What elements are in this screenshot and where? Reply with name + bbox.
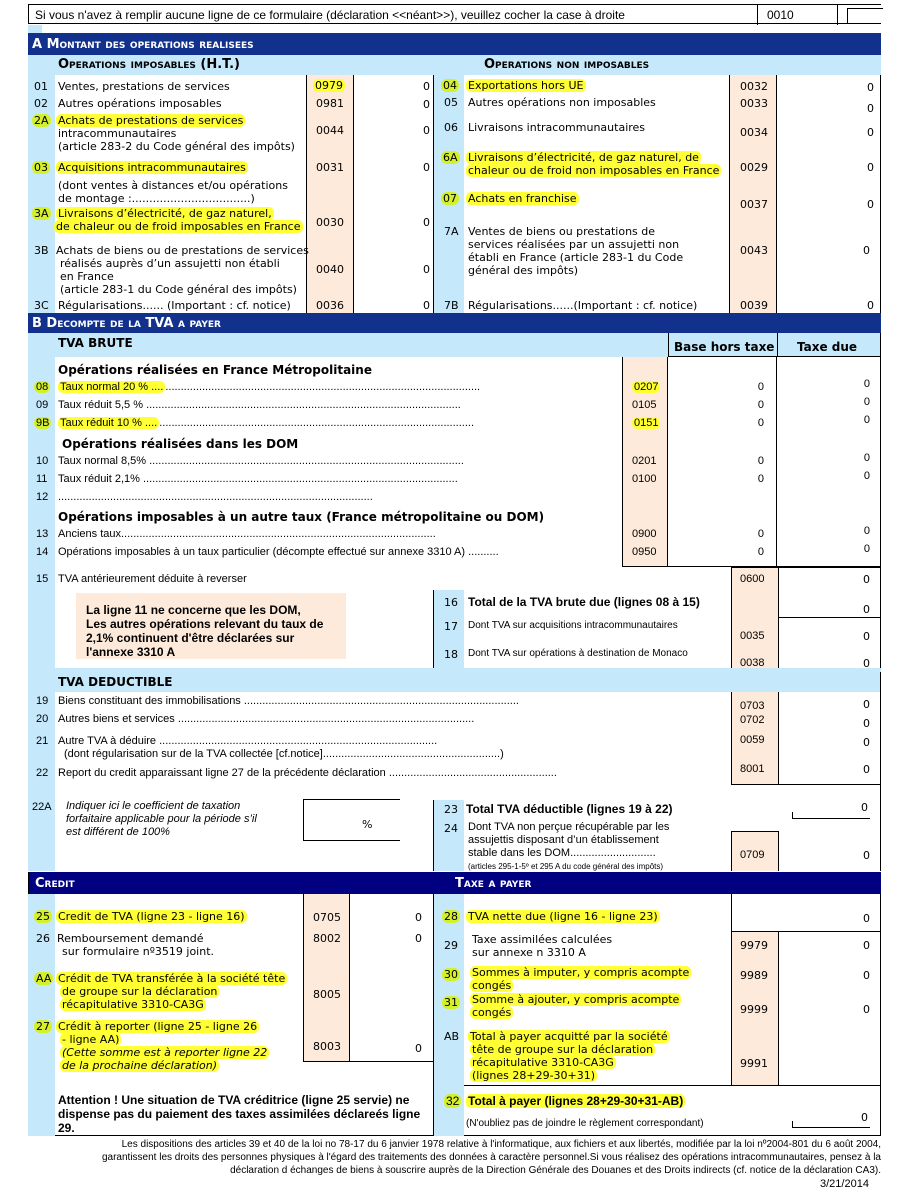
row-code: 0151 <box>634 417 659 429</box>
row-label: Taux réduit 10 % .... ....................................................................................................... <box>60 417 475 429</box>
label-22: Report du credit apparaissant ligne 27 de la précédente déclaration ....................................................... <box>58 767 557 779</box>
taxe-value[interactable]: 0 <box>863 378 870 390</box>
neant-checkbox[interactable] <box>847 8 883 24</box>
legal-footer: Les dispositions des articles 39 et 40 de la loi no 78-17 du 6 janvier 1978 relative à l'informatique, aux fichiers et aux libertés, modifiée par la loi nº2004-801 du 6 août 2004, garantissent les droits des personnes physiques à l'égard des traitements des données à caractère personnel.Si vous réalisez des opérations intracommunautaires, pensez à la déclaration d échanges de biens à souscrire auprès de la Direction Générale des Douanes et des Droits indirects (cf. notice de la déclaration CA3). <box>101 1139 881 1176</box>
row-22a-label: Indiquer ici le coefficient de taxation forfaitaire applicable pour la période s’il est différent de 100% <box>66 800 257 838</box>
section-b-title: B Decompte de la TVA a payer <box>32 316 221 331</box>
taxe-value[interactable]: 0 <box>863 414 870 426</box>
sub-dom: Opérations réalisées dans les DOM <box>62 437 299 451</box>
base-value[interactable]: 0 <box>757 455 764 467</box>
row-label: Taux normal 8,5% ....................................................................................................... <box>58 455 464 467</box>
row-num: 09 <box>36 399 49 411</box>
base-value[interactable]: 0 <box>757 528 764 540</box>
top-notice-text: Si vous n'avez à remplir aucune ligne de ce formulaire (déclaration <<néant>>), veuillez cocher la case à droite <box>35 8 625 22</box>
coefficient-input[interactable] <box>303 799 400 841</box>
row-code: 0100 <box>632 473 657 485</box>
attention-note: Attention ! Une situation de TVA créditrice (ligne 25 servie) ne dispense pas du paiement des taxes assimilées déclareés ligne 29. <box>58 1093 421 1135</box>
tva-deductible-header: TVA DEDUCTIBLE <box>28 672 881 692</box>
value-0979[interactable]: 0 <box>423 80 430 93</box>
taxe-value[interactable]: 0 <box>863 470 870 482</box>
sub-autre: Opérations imposables à un autre taux (France métropolitaine ou DOM) <box>58 510 545 524</box>
row-num: 11 <box>36 473 48 485</box>
taxe-value[interactable]: 0 <box>863 543 870 555</box>
total-a-payer[interactable]: 0 <box>861 1111 868 1124</box>
row-label: Opérations imposables à un taux particulier (décompte effectué sur annexe 3310 A) .......... <box>58 546 499 558</box>
row-label: Taux réduit 5,5 % ....................................................................................................... <box>58 399 461 411</box>
row-num: 13 <box>36 528 49 540</box>
base-value[interactable]: 0 <box>757 417 764 429</box>
left-header: Operations imposables (H.T.) <box>58 57 240 72</box>
label-19: Biens constituant des immobilisations .......................................................................................... <box>58 695 519 707</box>
taxe-value[interactable]: 0 <box>863 525 870 537</box>
base-value[interactable]: 0 <box>757 473 764 485</box>
tva-brute-header: TVA BRUTE <box>28 333 881 357</box>
section-a-header <box>28 33 881 55</box>
row-num: 12 <box>36 491 49 503</box>
base-value[interactable]: 0 <box>757 381 764 393</box>
section-a-title: A Montant des operations realisees <box>32 37 254 52</box>
section-b-header <box>28 313 881 333</box>
row-num: 10 <box>36 455 49 467</box>
row-label: ....................................................................................................... <box>58 491 373 503</box>
col-base-header: Base hors taxe <box>674 340 775 354</box>
credit-header: Credit <box>28 872 433 894</box>
label-21: Autre TVA à déduire ........................................................................................... <box>58 735 438 747</box>
row-label: Anciens taux....................................................................................................... <box>58 528 436 540</box>
row-num: 08 <box>36 381 49 393</box>
col-taxe-header: Taxe due <box>797 340 858 354</box>
row-num: 14 <box>36 546 49 558</box>
right-header: Operations non imposables <box>484 57 650 72</box>
section-a-subheader <box>28 55 881 75</box>
taxe-value[interactable]: 0 <box>863 396 870 408</box>
taxe-header: Taxe a payer <box>433 872 881 894</box>
top-notice <box>28 4 881 24</box>
row-label: Taux réduit 2,1% ....................................................................................................... <box>58 473 458 485</box>
row-22a-num: 22A <box>32 801 52 813</box>
base-value[interactable]: 0 <box>757 399 764 411</box>
percent-unit: % <box>362 818 373 831</box>
row-code: 0201 <box>632 455 657 467</box>
label-20: Autres biens et services ................................................................................................. <box>58 713 475 725</box>
taxe-value[interactable]: 0 <box>863 452 870 464</box>
row-code: 0207 <box>634 381 659 393</box>
row-code: 0105 <box>632 399 657 411</box>
row-label: Taux normal 20 % .... ....................................................................................................... <box>60 381 481 393</box>
note-dom: La ligne 11 ne concerne que les DOM, Les autres opérations relevant du taux de 2,1% continuent d'être déclarées sur l'annexe 3310 A <box>76 593 346 659</box>
footer-date: 3/21/2014 <box>820 1178 869 1190</box>
row-num: 9B <box>36 417 50 429</box>
row-code: 0950 <box>632 546 657 558</box>
base-value[interactable]: 0 <box>757 546 764 558</box>
top-notice-code: 0010 <box>767 8 794 22</box>
sub-metro: Opérations réalisées en France Métropolitaine <box>58 363 372 377</box>
row-code: 0900 <box>632 528 657 540</box>
